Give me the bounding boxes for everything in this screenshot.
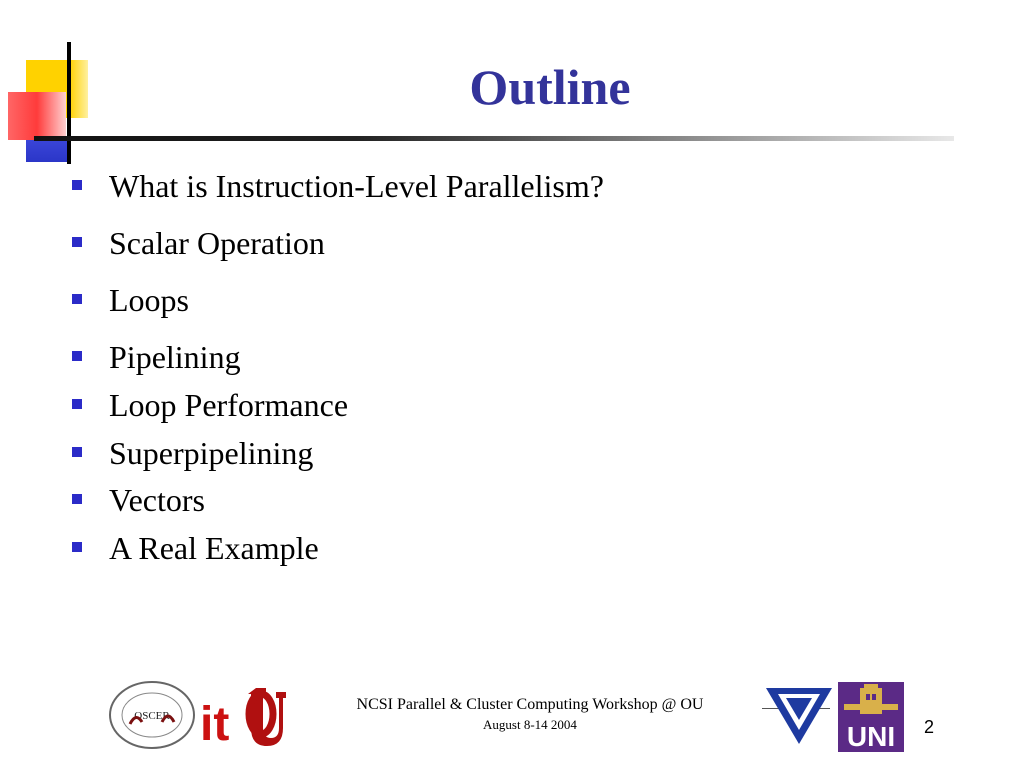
- square-bullet-icon: [72, 351, 82, 361]
- square-bullet-icon: [72, 180, 82, 190]
- square-bullet-icon: [72, 399, 82, 409]
- red-square: [8, 92, 66, 140]
- square-bullet-icon: [72, 542, 82, 552]
- footer-event-title: NCSI Parallel & Cluster Computing Workshop @ OU: [356, 696, 704, 713]
- blue-square: [26, 140, 68, 162]
- square-bullet-icon: [72, 237, 82, 247]
- ou-logo: [242, 684, 288, 748]
- svg-text:UNI: UNI: [846, 721, 896, 752]
- svg-text:OSCER: OSCER: [134, 710, 170, 722]
- it-logo: [198, 686, 242, 746]
- title-underline: [34, 136, 954, 141]
- square-bullet-icon: [72, 294, 82, 304]
- footer: [300, 694, 760, 734]
- svg-text:it: it: [200, 698, 230, 746]
- footer-date: August 8-14 2004: [483, 717, 577, 732]
- vertical-rule: [67, 42, 71, 164]
- oscer-logo: [108, 680, 196, 750]
- square-bullet-icon: [72, 494, 82, 504]
- square-bullet-icon: [72, 447, 82, 457]
- corner-decoration: [0, 0, 110, 170]
- slide-title: Outline: [469, 59, 631, 115]
- uni-logo: [838, 682, 904, 752]
- triangle-logo: [764, 684, 834, 746]
- page-number: 2: [924, 717, 935, 737]
